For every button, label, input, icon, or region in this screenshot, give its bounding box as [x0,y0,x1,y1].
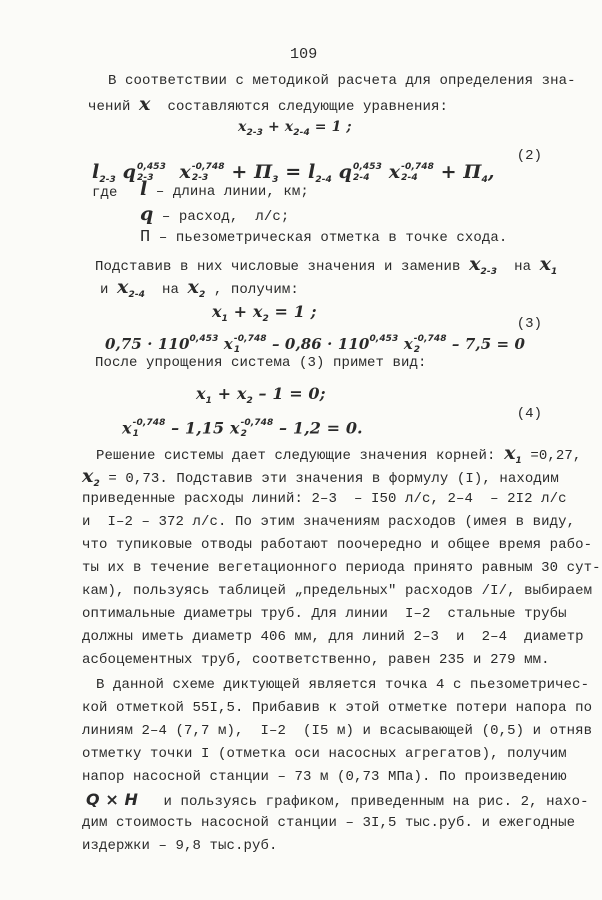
equation-3-line-2: $0,75 \cdot 110^{0,453}$ x -0,748 1 – $0,86 \cdot 110^{0,453}$ x -0,748 2 – 7,5 = 0 [105,334,526,355]
paragraph-line: Решение системы дает следующие значения корней: $x_1 =0,27$, [96,442,582,466]
text: чений [88,99,140,115]
paragraph-line: должны иметь диаметр 406 мм, для линий 2–3 и 2–4 диаметр [82,629,584,645]
paragraph-line: и $x_{2-4}$ на $x_2$ , получим: [100,276,299,300]
variable: x [139,93,151,115]
paragraph-line: издержки – 9,8 тыс.руб. [82,838,278,854]
equation-number: (2) [516,148,542,164]
paragraph-line: После упрощения система (3) примет вид: [95,355,427,371]
legend-prefix: где [92,185,118,201]
paragraph-line: линиям 2–4 (7,7 м), I–2 (I5 м) и всасывающей (0,5) и отняв [82,723,593,739]
equation-3-line-1: $x_1 + x_2 = 1$ ; [212,302,317,324]
equation-4-line-2: x -0,748 1 – 1,15 x -0,748 2 – 1,2 = 0. [122,418,363,439]
paragraph-line: В данной схеме диктующей является точка 4 с пьезометричес- [96,677,590,693]
paragraph-line: асбоцементных труб, соответственно, равен 235 и 279 мм. [82,652,550,668]
equation-4-line-1: $x_1 + x_2 - 1 = 0$; [196,384,326,406]
paragraph-line: кой отметкой 55I,5. Прибавив к этой отметке потери напора по [82,700,593,716]
legend-item: l – длина линии, км; [140,178,309,200]
legend-item: q – расход, л/с; [140,203,290,225]
paragraph-line: отметку точки I (отметка оси насосных агрегатов), получим [82,746,567,762]
paragraph-line: $x_2 = 0,73$. Подставив эти значения в формулу (I), находим [82,465,559,489]
page-number: 109 [290,46,318,63]
equation-2: $l_{2-3}$ q 0,453 2-3 x -0,748 2-3 + $П_3 = l_{2-4}$ q 0,453 2-4 x -0,748 2-4 + $П_4$, [92,161,495,185]
legend-item: П – пьезометрическая отметка в точке схода. [140,228,508,247]
equation-number: (4) [516,406,542,422]
paragraph-line: напор насосной станции – 73 м (0,73 МПа). По произведению [82,769,567,785]
paragraph-line: приведенные расходы линий: 2–3 – I50 л/с, 2–4 – 2I2 л/с [82,491,567,507]
paragraph-line: кам), пользуясь таблицей „предельных" расходов /I/, выбираем [82,583,593,599]
paragraph-line: ты их в течение вегетационного периода принято равным 30 сут- [82,560,601,576]
paragraph-line: оптимальные диаметры труб. Для линии I–2 стальные трубы [82,606,567,622]
paragraph-line: дим стоимость насосной станции – 3I,5 тыс.руб. и ежегодные [82,815,576,831]
text: составляются следующие уравнения: [150,99,449,115]
equation-1: $x_{2-3} + x_{2-4} = 1$ ; [238,119,352,138]
paragraph-line: Подставив в них числовые значения и заменив $x_{2-3}$ на $x_1$ [95,253,558,277]
paragraph-line [88,95,448,116]
paragraph-line: и I–2 – 372 л/с. По этим значениям расходов (имея в виду, [82,514,576,530]
paragraph-line: В соответствии с методикой расчета для определения зна- [108,73,576,89]
paragraph-line: Q × H и пользуясь графиком, приведенным на рис. 2, нахо- [86,790,589,810]
paragraph-line: что тупиковые отводы работают поочередно и общее время рабо- [82,537,593,553]
equation-number: (3) [516,316,542,332]
